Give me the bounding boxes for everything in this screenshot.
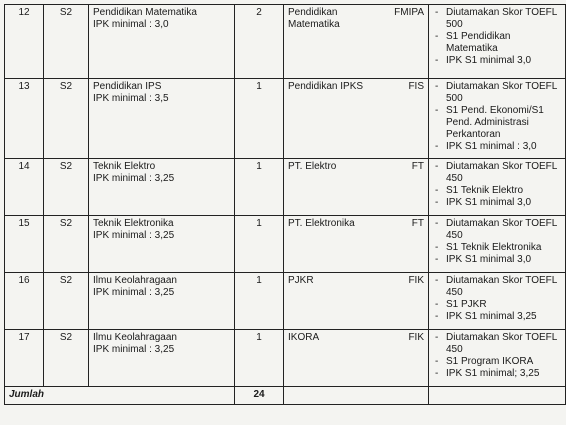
requirements-cell <box>429 216 566 273</box>
formation-table <box>4 4 566 405</box>
quota-count: 2 <box>235 5 284 79</box>
ipk-requirement: IPK minimal : 3,25 <box>93 344 175 355</box>
requirements-cell <box>429 273 566 330</box>
faculty-code: FT <box>411 218 424 229</box>
row-number: 13 <box>5 79 44 159</box>
table-row <box>5 159 566 216</box>
requirements-cell <box>429 79 566 159</box>
study-program-name: IKORA <box>288 332 320 343</box>
study-program-cell <box>284 273 429 330</box>
table-body <box>5 5 566 387</box>
quota-count: 1 <box>235 79 284 159</box>
requirement-item: - IPK S1 minimal 3,0 <box>433 197 561 209</box>
study-program-name: PT. Elektro <box>288 161 337 172</box>
requirements-list <box>433 7 561 67</box>
quota-count: 1 <box>235 330 284 387</box>
requirement-item: - Diutamakan Skor TOEFL 450 <box>433 161 561 185</box>
degree-level: S2 <box>44 273 89 330</box>
program-cell <box>89 5 235 79</box>
program-name: Teknik Elektronika <box>93 218 174 229</box>
program-cell <box>89 330 235 387</box>
program-name: Teknik Elektro <box>93 161 156 172</box>
requirement-item: - Diutamakan Skor TOEFL 450 <box>433 218 561 242</box>
requirements-cell <box>429 159 566 216</box>
row-number: 17 <box>5 330 44 387</box>
degree-level: S2 <box>44 5 89 79</box>
requirement-item: - IPK S1 minimal 3,0 <box>433 254 561 266</box>
program-name: Ilmu Keolahragaan <box>93 275 177 286</box>
requirement-item: - S1 Pend. Ekonomi/S1 Pend. Administrasi Perkantoran <box>433 105 561 141</box>
faculty-code: FIS <box>408 81 424 92</box>
requirement-item: - S1 Program IKORA <box>433 356 561 368</box>
degree-level: S2 <box>44 216 89 273</box>
requirement-item: - Diutamakan Skor TOEFL 500 <box>433 7 561 31</box>
degree-level: S2 <box>44 79 89 159</box>
row-number: 15 <box>5 216 44 273</box>
requirement-item: - S1 Pendidikan Matematika <box>433 31 561 55</box>
table-row <box>5 79 566 159</box>
ipk-requirement: IPK minimal : 3,25 <box>93 173 175 184</box>
requirement-item: - S1 Teknik Elektro <box>433 185 561 197</box>
requirements-cell <box>429 5 566 79</box>
program-cell <box>89 273 235 330</box>
requirement-item: - IPK S1 minimal 3,0 <box>433 55 561 67</box>
study-program-cell <box>284 330 429 387</box>
study-program-cell <box>284 159 429 216</box>
program-cell <box>89 159 235 216</box>
requirements-cell <box>429 330 566 387</box>
row-number: 14 <box>5 159 44 216</box>
study-program-name: Pendidikan Matematika <box>288 7 340 30</box>
requirement-item: - Diutamakan Skor TOEFL 450 <box>433 275 561 299</box>
degree-level: S2 <box>44 159 89 216</box>
faculty-code: FMIPA <box>394 7 424 18</box>
ipk-requirement: IPK minimal : 3,5 <box>93 93 169 104</box>
study-program-name: Pendidikan IPKS <box>288 81 364 92</box>
quota-count: 1 <box>235 216 284 273</box>
requirements-list <box>433 275 561 323</box>
row-number: 16 <box>5 273 44 330</box>
requirement-item: - IPK S1 minimal : 3,0 <box>433 141 561 153</box>
total-value: 24 <box>235 387 284 405</box>
program-name: Ilmu Keolahragaan <box>93 332 177 343</box>
quota-count: 1 <box>235 159 284 216</box>
ipk-requirement: IPK minimal : 3,25 <box>93 287 175 298</box>
empty-cell <box>284 387 429 405</box>
table-row <box>5 273 566 330</box>
total-row <box>5 387 566 405</box>
row-number: 12 <box>5 5 44 79</box>
requirements-list <box>433 218 561 266</box>
faculty-code: FT <box>411 161 424 172</box>
quota-count: 1 <box>235 273 284 330</box>
program-name: Pendidikan Matematika <box>93 7 197 18</box>
program-cell <box>89 216 235 273</box>
requirement-item: - IPK S1 minimal; 3,25 <box>433 368 561 380</box>
requirement-item: - Diutamakan Skor TOEFL 450 <box>433 332 561 356</box>
faculty-code: FIK <box>408 332 424 343</box>
requirement-item: - S1 PJKR <box>433 299 561 311</box>
empty-cell <box>429 387 566 405</box>
requirements-list <box>433 81 561 153</box>
total-label: Jumlah <box>5 387 235 405</box>
study-program-name: PJKR <box>288 275 314 286</box>
table-row <box>5 330 566 387</box>
program-cell <box>89 79 235 159</box>
study-program-name: PT. Elektronika <box>288 218 355 229</box>
requirements-list <box>433 332 561 380</box>
ipk-requirement: IPK minimal : 3,25 <box>93 230 175 241</box>
table-row <box>5 5 566 79</box>
requirements-list <box>433 161 561 209</box>
degree-level: S2 <box>44 330 89 387</box>
program-name: Pendidikan IPS <box>93 81 162 92</box>
study-program-cell <box>284 216 429 273</box>
table-row <box>5 216 566 273</box>
requirement-item: - Diutamakan Skor TOEFL 500 <box>433 81 561 105</box>
faculty-code: FIK <box>408 275 424 286</box>
requirement-item: - S1 Teknik Elektronika <box>433 242 561 254</box>
requirement-item: - IPK S1 minimal 3,25 <box>433 311 561 323</box>
study-program-cell <box>284 79 429 159</box>
study-program-cell <box>284 5 429 79</box>
ipk-requirement: IPK minimal : 3,0 <box>93 19 169 30</box>
